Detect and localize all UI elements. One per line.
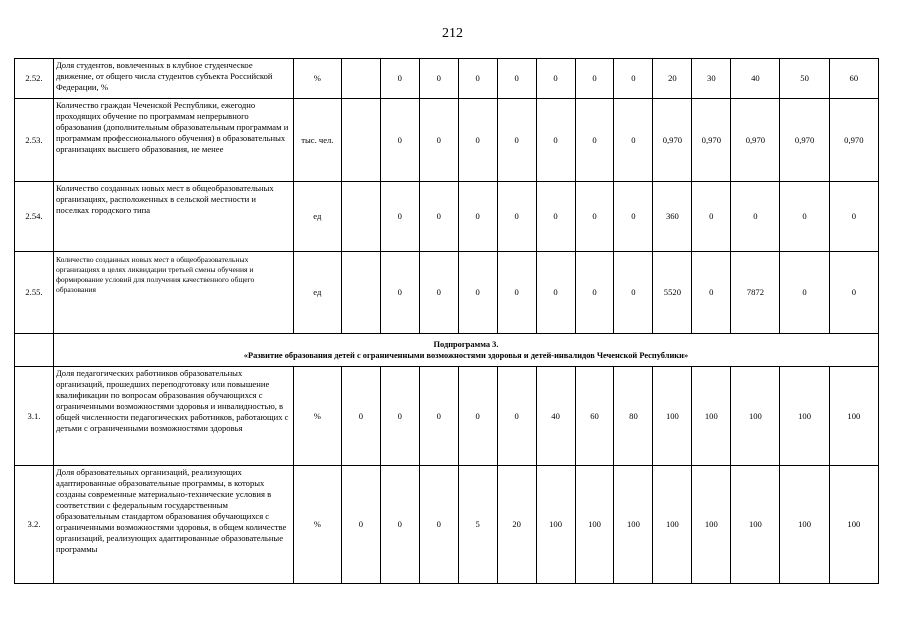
value-cell: 0	[497, 99, 536, 182]
row-description: Количество созданных новых мест в общеобразовательных организациях, расположенных в сельской местности и поселках городского типа	[53, 182, 293, 252]
value-cell: 0	[536, 99, 575, 182]
row-unit: %	[293, 59, 341, 99]
value-cell: 5520	[653, 252, 692, 334]
row-number: 2.52.	[15, 59, 54, 99]
value-cell: 0	[419, 59, 458, 99]
row-number: 2.54.	[15, 182, 54, 252]
value-cell: 0	[575, 252, 614, 334]
value-cell: 0	[780, 182, 829, 252]
value-cell: 0	[458, 99, 497, 182]
value-cell: 0	[575, 59, 614, 99]
value-cell: 360	[653, 182, 692, 252]
value-cell: 0	[341, 466, 380, 584]
value-cell: 60	[575, 367, 614, 466]
value-cell: 0	[614, 99, 653, 182]
table-row	[15, 99, 879, 182]
value-cell: 0	[536, 182, 575, 252]
row-number: 3.2.	[15, 466, 54, 584]
table-row	[15, 59, 879, 99]
value-cell: 100	[829, 367, 878, 466]
value-cell: 20	[497, 466, 536, 584]
value-cell: 80	[614, 367, 653, 466]
value-cell: 0,970	[829, 99, 878, 182]
value-cell: 0	[458, 182, 497, 252]
value-cell: 0	[419, 182, 458, 252]
value-cell: 0	[731, 182, 780, 252]
value-cell: 100	[653, 466, 692, 584]
value-cell: 0	[497, 59, 536, 99]
value-cell: 0	[614, 182, 653, 252]
table-row	[15, 367, 879, 466]
value-cell: 0	[458, 367, 497, 466]
value-cell: 40	[536, 367, 575, 466]
value-cell: 0,970	[692, 99, 731, 182]
value-cell: 0,970	[780, 99, 829, 182]
value-cell: 30	[692, 59, 731, 99]
value-cell: 0	[341, 367, 380, 466]
row-unit: тыс. чел.	[293, 99, 341, 182]
value-cell: 0	[419, 99, 458, 182]
value-cell: 100	[575, 466, 614, 584]
row-description: Доля педагогических работников образовательных организаций, прошедших переподготовку или повышение квалификации по вопросам образования обучающихся с ограниченными возможностями здоровья и инвалидностью, в общей численности педагогических работников, работающих с детьми с ограниченными возможностями здоровья	[53, 367, 293, 466]
value-cell: 0	[614, 252, 653, 334]
row-number: 2.55.	[15, 252, 54, 334]
row-description: Количество созданных новых мест в общеобразовательных организациях в целях ликвидации третьей смены обучения и формирование условий для получения качественного общего образования	[53, 252, 293, 334]
value-cell: 20	[653, 59, 692, 99]
subprogram-header	[53, 334, 878, 367]
value-cell: 0,970	[653, 99, 692, 182]
value-cell: 0	[380, 252, 419, 334]
value-cell: 100	[692, 367, 731, 466]
value-cell: 60	[829, 59, 878, 99]
page-number: 212	[442, 26, 463, 41]
value-cell: 0	[380, 182, 419, 252]
value-cell: 0	[458, 252, 497, 334]
subprogram-title: Подпрограмма 3.	[433, 340, 499, 349]
table-row	[15, 182, 879, 252]
value-cell: 0	[497, 367, 536, 466]
indicators-table	[14, 58, 879, 584]
value-cell: 40	[731, 59, 780, 99]
value-cell: 0	[419, 252, 458, 334]
value-cell: 100	[614, 466, 653, 584]
row-description: Доля образовательных организаций, реализующих адаптированные образовательные программы, в которых созданы современные материально-технические условия в соответствии с федеральным государственным образовательным стандартом образования обучающихся с ограниченными возможностями здоровья, в общем количестве организаций, реализующих адаптированные образовательные программы	[53, 466, 293, 584]
value-cell: 0	[380, 59, 419, 99]
value-cell: 0,970	[731, 99, 780, 182]
value-cell: 0	[380, 466, 419, 584]
value-cell: 100	[829, 466, 878, 584]
value-cell: 100	[731, 466, 780, 584]
value-cell: 100	[780, 367, 829, 466]
value-cell: 50	[780, 59, 829, 99]
value-cell: 0	[614, 59, 653, 99]
value-cell: 0	[575, 99, 614, 182]
table-row	[15, 466, 879, 584]
value-cell: 0	[692, 252, 731, 334]
value-cell: 0	[536, 252, 575, 334]
value-cell: 0	[829, 182, 878, 252]
subprogram-row	[15, 334, 879, 367]
row-unit: ед	[293, 182, 341, 252]
row-unit: %	[293, 466, 341, 584]
value-cell: 100	[536, 466, 575, 584]
row-description: Количество граждан Чеченской Республики, ежегодно проходящих обучение по программам непрерывного образования (дополнительным образовательным программам и программам профессионального обучения) в образовательных организациях высшего образования, не менее	[53, 99, 293, 182]
value-cell: 0	[780, 252, 829, 334]
value-cell: 0	[497, 182, 536, 252]
row-unit: ед	[293, 252, 341, 334]
value-cell: 0	[829, 252, 878, 334]
row-number: 2.53.	[15, 99, 54, 182]
row-number: 3.1.	[15, 367, 54, 466]
value-cell: 0	[380, 367, 419, 466]
value-cell: 0	[497, 252, 536, 334]
subprogram-name: «Развитие образования детей с ограниченными возможностями здоровья и детей-инвалидов Чеченской Республики»	[243, 351, 689, 360]
value-cell: 0	[536, 59, 575, 99]
value-cell: 7872	[731, 252, 780, 334]
row-unit: %	[293, 367, 341, 466]
value-cell: 0	[419, 466, 458, 584]
value-cell: 0	[575, 182, 614, 252]
value-cell: 0	[458, 59, 497, 99]
table-row	[15, 252, 879, 334]
value-cell: 0	[419, 367, 458, 466]
value-cell: 100	[653, 367, 692, 466]
value-cell: 0	[692, 182, 731, 252]
row-description: Доля студентов, вовлеченных в клубное студенческое движение, от общего числа студентов субъекта Российской Федерации, %	[53, 59, 293, 99]
value-cell: 100	[692, 466, 731, 584]
value-cell: 0	[380, 99, 419, 182]
value-cell: 100	[780, 466, 829, 584]
value-cell: 100	[731, 367, 780, 466]
value-cell: 5	[458, 466, 497, 584]
